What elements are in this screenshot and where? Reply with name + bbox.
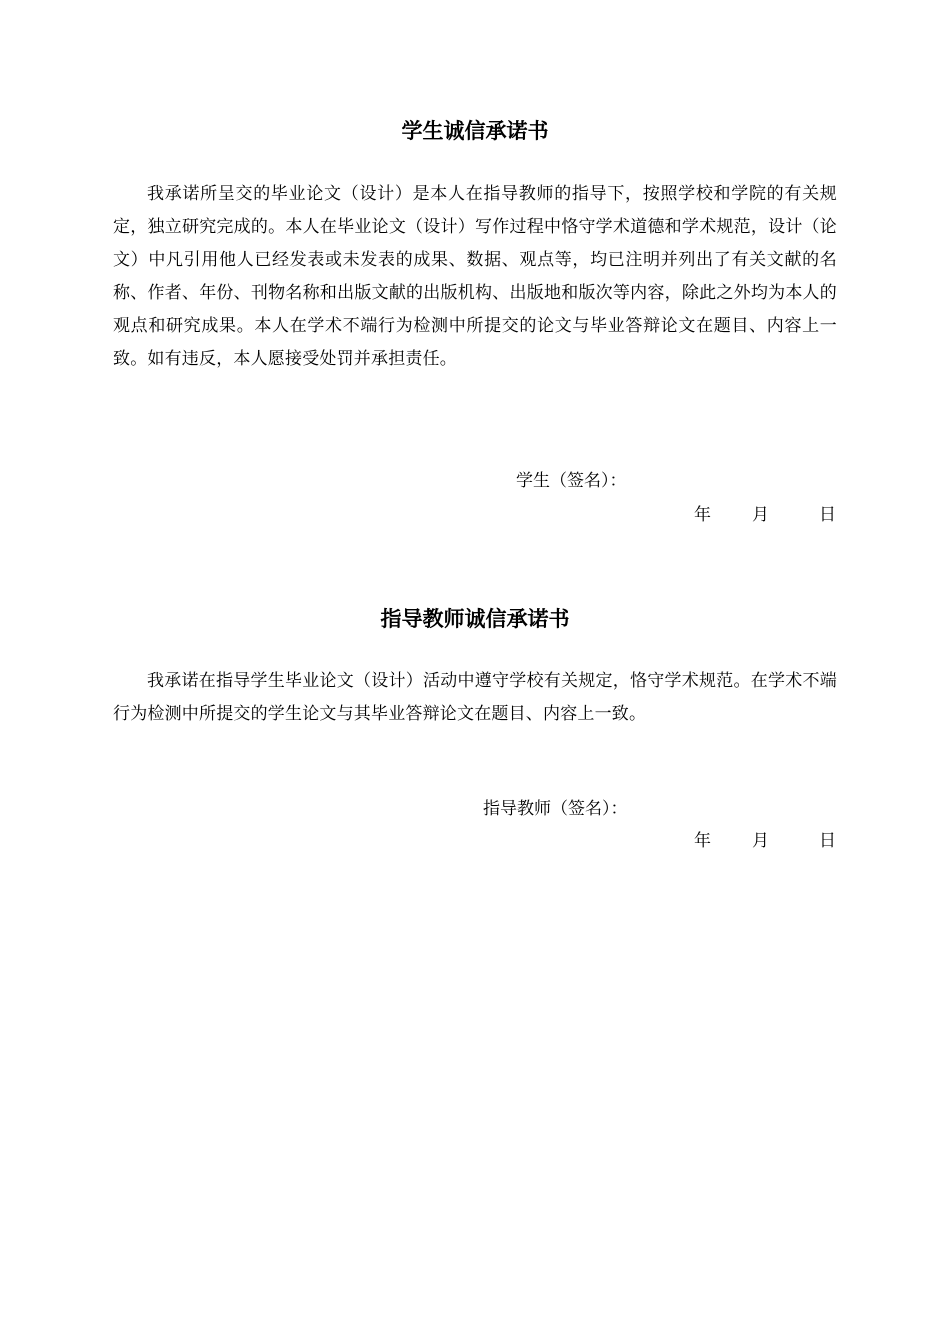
student-date-year: 年 (694, 505, 711, 525)
advisor-signature-label: 指导教师（签名）： (483, 799, 628, 819)
student-pledge-title: 学生诚信承诺书 (401, 119, 549, 143)
student-date-month: 月 (752, 505, 769, 525)
advisor-pledge-title: 指导教师诚信承诺书 (380, 607, 570, 631)
student-date-day: 日 (819, 505, 836, 525)
advisor-date-month: 月 (752, 831, 769, 851)
advisor-date-day: 日 (819, 831, 836, 851)
advisor-pledge-body: 我承诺在指导学生毕业论文（设计）活动中遵守学校有关规定，恪守学术规范。在学术不端行为检测中所提交的学生论文与其毕业答辩论文在题目、内容上一致。 (113, 671, 837, 724)
student-signature-label: 学生（签名）： (516, 471, 627, 491)
student-pledge-body: 我承诺所呈交的毕业论文（设计）是本人在指导教师的指导下，按照学校和学院的有关规定，独立研究完成的。本人在毕业论文（设计）写作过程中恪守学术道德和学术规范，设计（论文）中凡引用他人已经发表或未发表的成果、数据、观点等，均已注明并列出了有关文献的名称、作者、年份、刊物名称和出版文献的出版机构、出版地和版次等内容，除此之外均为本人的观点和研究成果。本人在学术不端行为检测中所提交的论文与毕业答辩论文在题目、内容上一致。如有违反，本人愿接受处罚并承担责任。 (113, 184, 837, 369)
advisor-date-year: 年 (694, 831, 711, 851)
